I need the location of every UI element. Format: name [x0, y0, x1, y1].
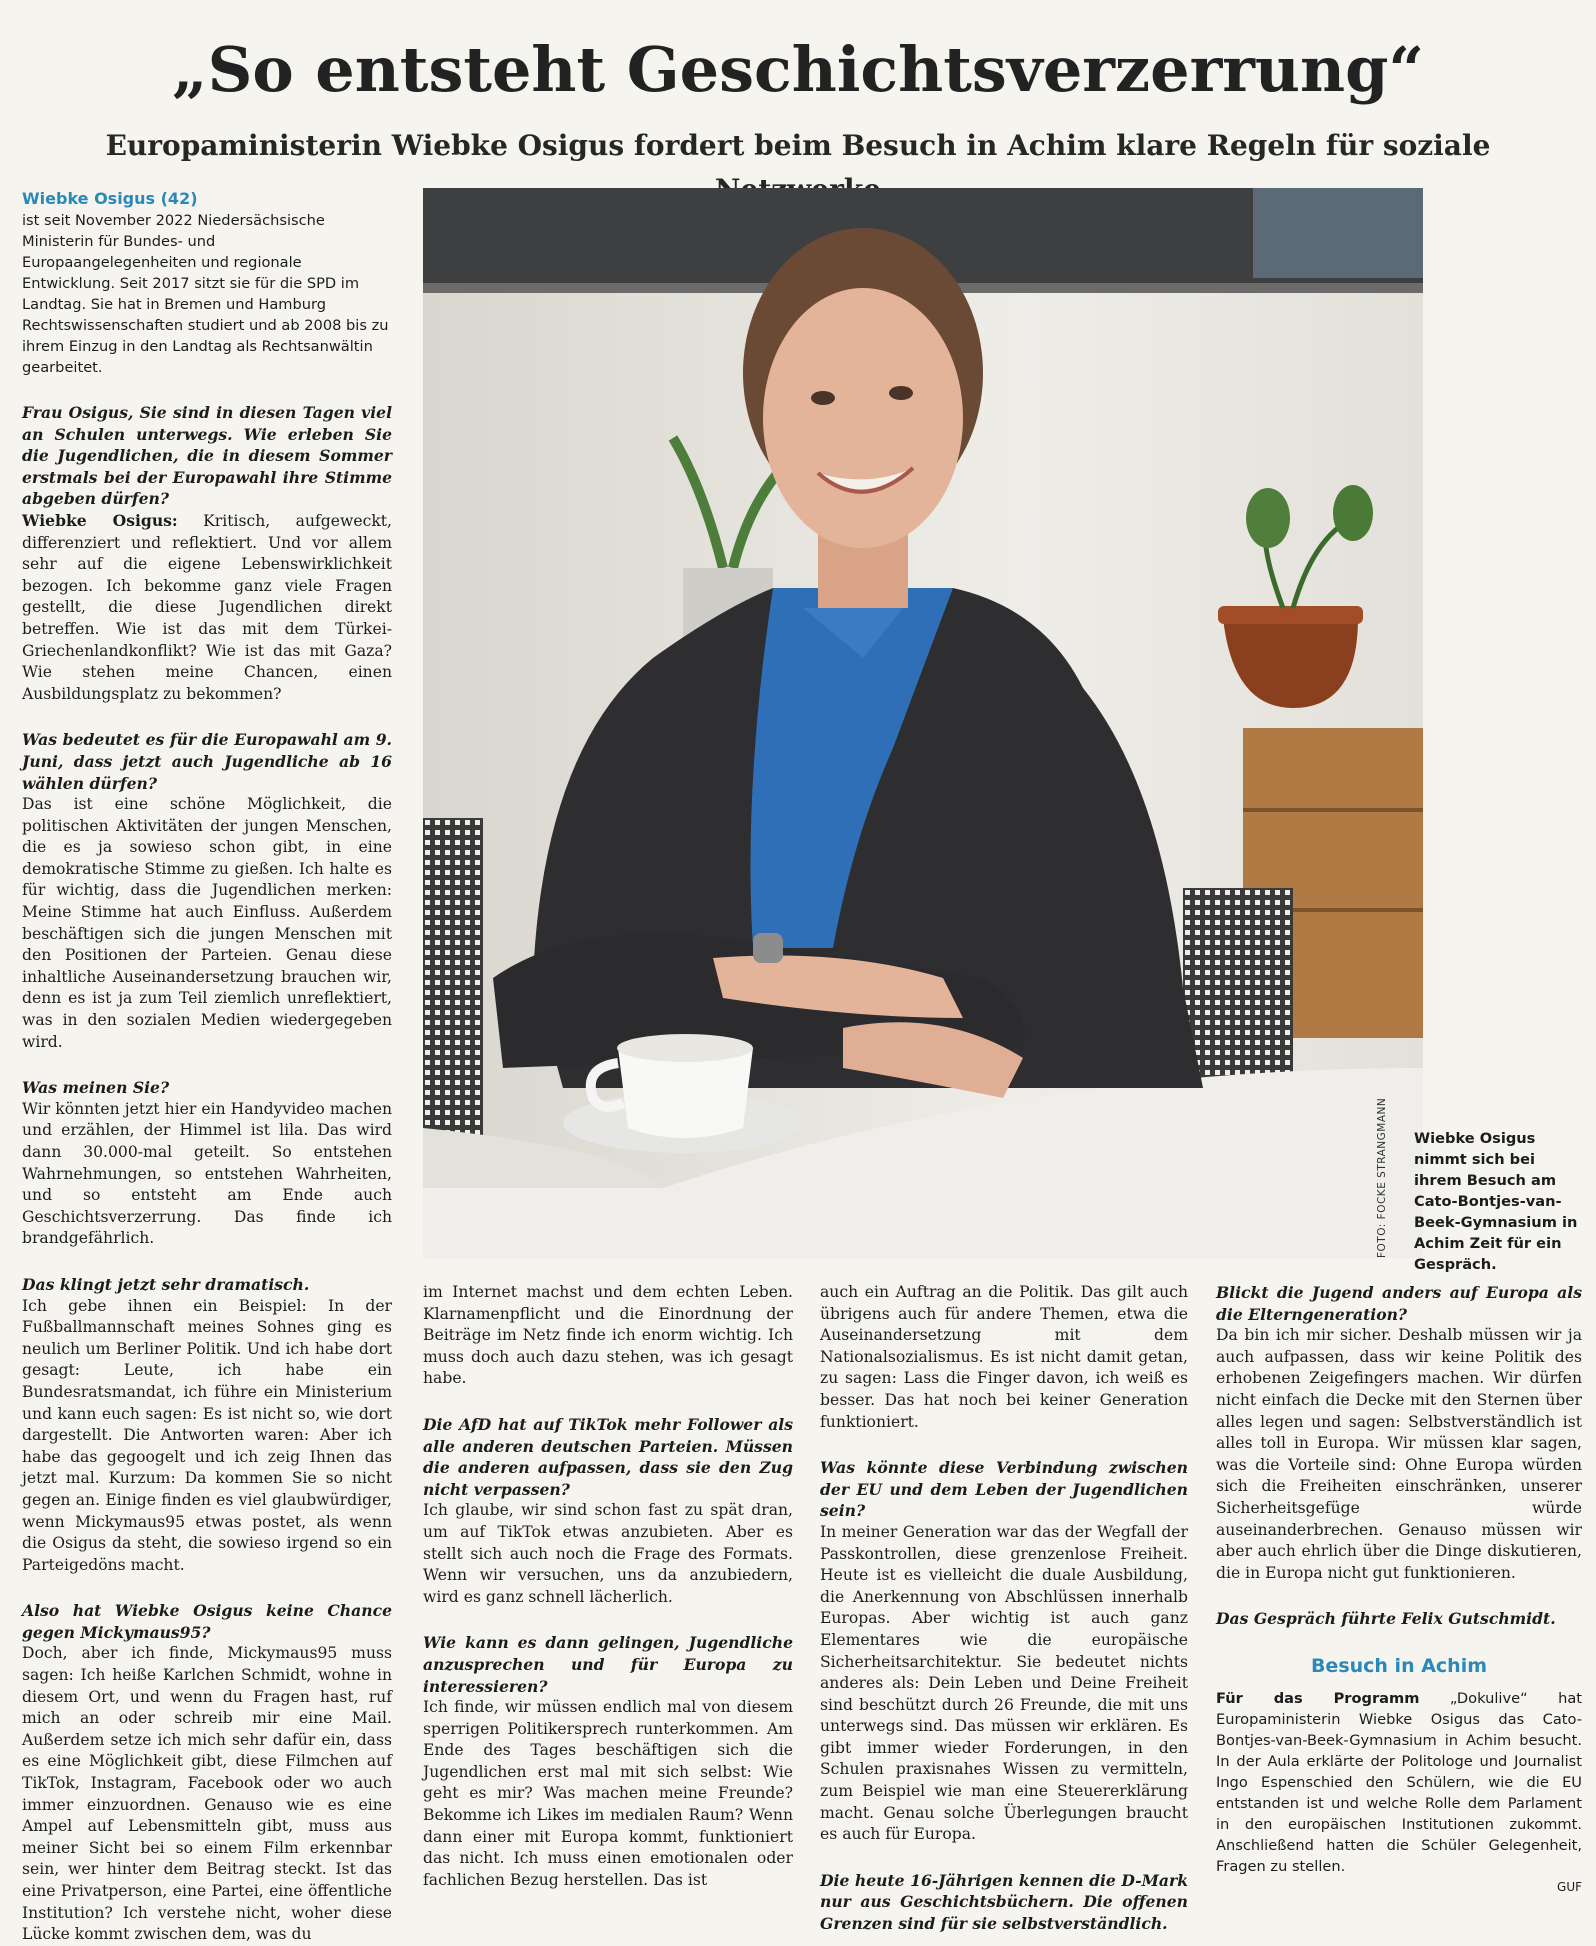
- question-8: Was könnte diese Verbindung zwischen der EU und dem Leben der Jugendlichen sein?: [820, 1458, 1188, 1521]
- info-box-title: Besuch in Achim: [1310, 1654, 1488, 1677]
- question-9: Die heute 16-Jährigen kennen die D-Mark nur aus Geschichtsbüchern. Die offenen Grenzen sind für sie selbstverständlich.: [820, 1870, 1188, 1934]
- column-2: [423, 1282, 793, 1891]
- info-box-body: „Dokulive“ hat Europaministerin Wiebke Osigus das Cato-Bontjes-van-Beek-Gymnasium in Achim besucht. In der Aula erklärte der Politologe und Journalist Ingo Espenschied den Schülern, wie die EU entstanden ist und welche Rolle dem Parlament in den europäischen Institutionen zukommt. Anschließend hatten die Schüler Gelegenheit, Fragen zu stellen.: [1216, 1689, 1583, 1875]
- photo-caption: Wiebke Osigus nimmt sich bei ihrem Besuch am Cato-Bontjes-van-Beek-Gymnasium in Achim Zeit für ein Gespräch.: [1414, 1130, 1578, 1273]
- photo-credit: FOTO: FOCKE STRANGMANN: [1376, 1097, 1388, 1258]
- info-box-lead: Für das Programm: [1216, 1689, 1420, 1707]
- info-box-signature: GUF: [1557, 1879, 1582, 1894]
- question-7: Wie kann es dann gelingen, Jugendliche anzusprechen und für Europa zu interessieren?: [423, 1633, 793, 1696]
- answer-5-continued: im Internet machst und dem echten Leben. Klarnamenpflicht und die Einordnung der Beiträge im Netz finde ich enorm wichtig. Ich muss doch auch dazu stehen, was ich gesagt habe.: [423, 1283, 793, 1388]
- answer-6: Ich glaube, wir sind schon fast zu spät dran, um auf TikTok etwas anzubieten. Aber es stellt sich auch noch die Frage des Formats. Wenn wir versuchen, uns da anzubiedern, wird es ganz schnell lächerlich.: [423, 1501, 793, 1606]
- column-4: [1216, 1282, 1582, 1898]
- interview-closing: Das Gespräch führte Felix Gutschmidt.: [1216, 1609, 1556, 1629]
- column-1: [22, 188, 392, 1946]
- answer-7-continued: auch ein Auftrag an die Politik. Das gilt auch übrigens auch für andere Themen, etwa die Auseinandersetzung mit dem Nationalsozialismus. Es ist nicht damit getan, zu sagen: Lass die Finger davon, ich weiß es besser. Das hat noch bei keiner Generation funktioniert.: [820, 1283, 1188, 1431]
- question-5: Also hat Wiebke Osigus keine Chance gegen Mickymaus95?: [22, 1601, 392, 1642]
- answer-10: Da bin ich mir sicher. Deshalb müssen wir ja auch aufpassen, dass wir keine Politik des erhobenen Zeigefingers machen. Wir dürfen nicht einfach die Decke mit den Sternen über alles legen und sagen: Selbstverständlich ist alles toll in Europa. Wir müssen klar sagen, was die Vorteile sind: Ohne Europa würden sich die Freiheiten einschränken, unserer Sicherheitsgefüge würde auseinanderbrechen. Genauso müssen wir aber auch ehrlich über die Dinge diskutieren, die in Europa nicht gut funktionieren.: [1216, 1326, 1582, 1582]
- portrait-photo: [423, 188, 1423, 1258]
- answer-1: [22, 510, 392, 705]
- column-3: [820, 1282, 1188, 1935]
- question-6: Die AfD hat auf TikTok mehr Follower als alle anderen deutschen Parteien. Müssen die anderen aufpassen, dass sie den Zug nicht verpassen?: [423, 1414, 793, 1499]
- question-4: Das klingt jetzt sehr dramatisch.: [22, 1274, 310, 1294]
- answer-8: In meiner Generation war das der Wegfall der Passkontrollen, diese grenzenlose Freiheit. Heute ist es vielleicht die duale Ausbildung, die Anerkennung von Abschlüssen innerhalb Europas. Aber wichtig ist auch ganz Elementares wie die europäische Sicherheitsarchitektur. Sie bedeutet nichts anderes als: Dein Leben und Deine Freiheit sind beschützt durch 26 Freunde, die mit uns unterwegs sind. Das müssen wir erklären. Es gibt immer wieder Forderungen, in den Schulen praxisnahes Wissen zu vermitteln, zum Beispiel wie man eine Steuererklärung macht. Genau solche Überlegungen braucht es auch für Europa.: [820, 1522, 1188, 1844]
- question-1: Frau Osigus, Sie sind in diesen Tagen viel an Schulen unterwegs. Wie erleben Sie die Jugendlichen, die in diesem Sommer erstmals bei der Europawahl ihre Stimme abgeben dürfen?: [22, 403, 392, 509]
- headline: „So entsteht Geschichtsverzerrung“: [171, 33, 1425, 106]
- info-box-text: [1216, 1688, 1582, 1898]
- subheadline: Europaministerin Wiebke Osigus fordert beim Besuch in Achim klare Regeln für soziale: [105, 129, 1491, 162]
- answer-3: Wir könnten jetzt hier ein Handyvideo machen und erzählen, der Himmel ist lila. Das wird dann 30.000-mal geteilt. So entstehen Wahrnehmungen, so entstehen Wahrheiten, und so entsteht am Ende auch Geschichtsverzerrung. Das finde ich brandgefährlich.: [22, 1099, 392, 1248]
- answer-1-text: Kritisch, aufgeweckt, differenziert und reflektiert. Und vor allem sehr auf die eigene Lebenswirklichkeit bezogen. Ich bekomme ganz viele Fragen gestellt, die diese Jugendlichen direkt betreffen. Wie ist das mit dem Türkei-Griechenlandkonflikt? Wie ist das mit Gaza? Wie stehen meine Chancen, einen Ausbildungsplatz zu bekommen?: [22, 511, 392, 703]
- answer-7: Ich finde, wir müssen endlich mal von diesem sperrigen Politikersprech runterkommen. Am Ende des Tages beschäftigen sich die Jugendlichen erst mal mit sich selbst: Wie geht es mir? Was machen meine Freunde? Bekomme ich Likes im medialen Raum? Wenn dann einer mit Europa kommt, funktioniert das nicht. Ich muss einen emotionalen oder fachlichen Bezug herstellen. Das ist: [423, 1698, 793, 1889]
- bio-name: Wiebke Osigus (42): [22, 189, 198, 208]
- question-10: Blickt die Jugend anders auf Europa als die Elterngeneration?: [1216, 1283, 1582, 1324]
- bio-text: ist seit November 2022 Niedersächsische Ministerin für Bundes- und Europaangelegenheiten und regionale Entwicklung. Seit 2017 sitzt sie für die SPD im Landtag. Sie hat in Bremen und Hamburg Rechtswissenschaften studiert und ab 2008 bis zu ihrem Einzug in den Landtag als Rechtsanwältin gearbeitet.: [22, 212, 389, 376]
- answer-2: Das ist eine schöne Möglichkeit, die politischen Aktivitäten der jungen Menschen, die es ja sowieso schon gibt, in eine demokratische Stimme zu gießen. Ich halte es für wichtig, dass die Jugendlichen merken: Meine Stimme hat auch Einfluss. Außerdem beschäftigen sich die jungen Menschen mit den Positionen der Parteien. Genau diese inhaltliche Auseinandersetzung brauchen wir, denn es ist ja zum Teil ziemlich unreflektiert, was in den sozialen Medien wiedergegeben wird.: [22, 795, 392, 1051]
- answer-4: Ich gebe ihnen ein Beispiel: In der Fußballmannschaft meines Sohnes ging es neulich um Berliner Politik. Und ich habe dort gesagt: Leute, ich habe ein Bundesratsmandat, ich führe ein Ministerium und kann euch sagen: Es ist nicht so, wie dort dargestellt. Die Antworten waren: Aber ich habe das gegoogelt und ich zeig Ihnen das jetzt mal. Kurzum: Da kommen Sie so nicht gegen an. Einige finden es viel glaubwürdiger, wenn Mickymaus95 etwas postet, als wenn die Osigus da steht, die sowieso irgend so ein Parteigedöns macht.: [22, 1296, 392, 1574]
- question-2: Was bedeutet es für die Europawahl am 9. Juni, dass jetzt auch Jugendliche ab 16 wählen dürfen?: [22, 730, 392, 793]
- answer-5: Doch, aber ich finde, Mickymaus95 muss sagen: Ich heiße Karlchen Schmidt, wohne in diesem Ort, und wenn du Fragen hast, ruf mich an oder schreib mir eine Mail. Außerdem setze ich mich sehr dafür ein, dass es eine Möglichkeit gibt, diese Filmchen auf TikTok, Instagram, Facebook oder wo auch immer einzuordnen. Genauso wie es eine Ampel auf Lebensmitteln gibt, muss aus meiner Sicht bei so einem Film erkennbar sein, wer hinter dem Beitrag steckt. Ist das eine Privatperson, eine Partei, eine öffentliche Institution? Ich verstehe nicht, woher diese Lücke kommt zwischen dem, was du: [22, 1644, 392, 1944]
- speaker-label: Wiebke Osigus:: [22, 510, 178, 530]
- question-3: Was meinen Sie?: [22, 1078, 170, 1098]
- info-box: [1216, 1656, 1582, 1898]
